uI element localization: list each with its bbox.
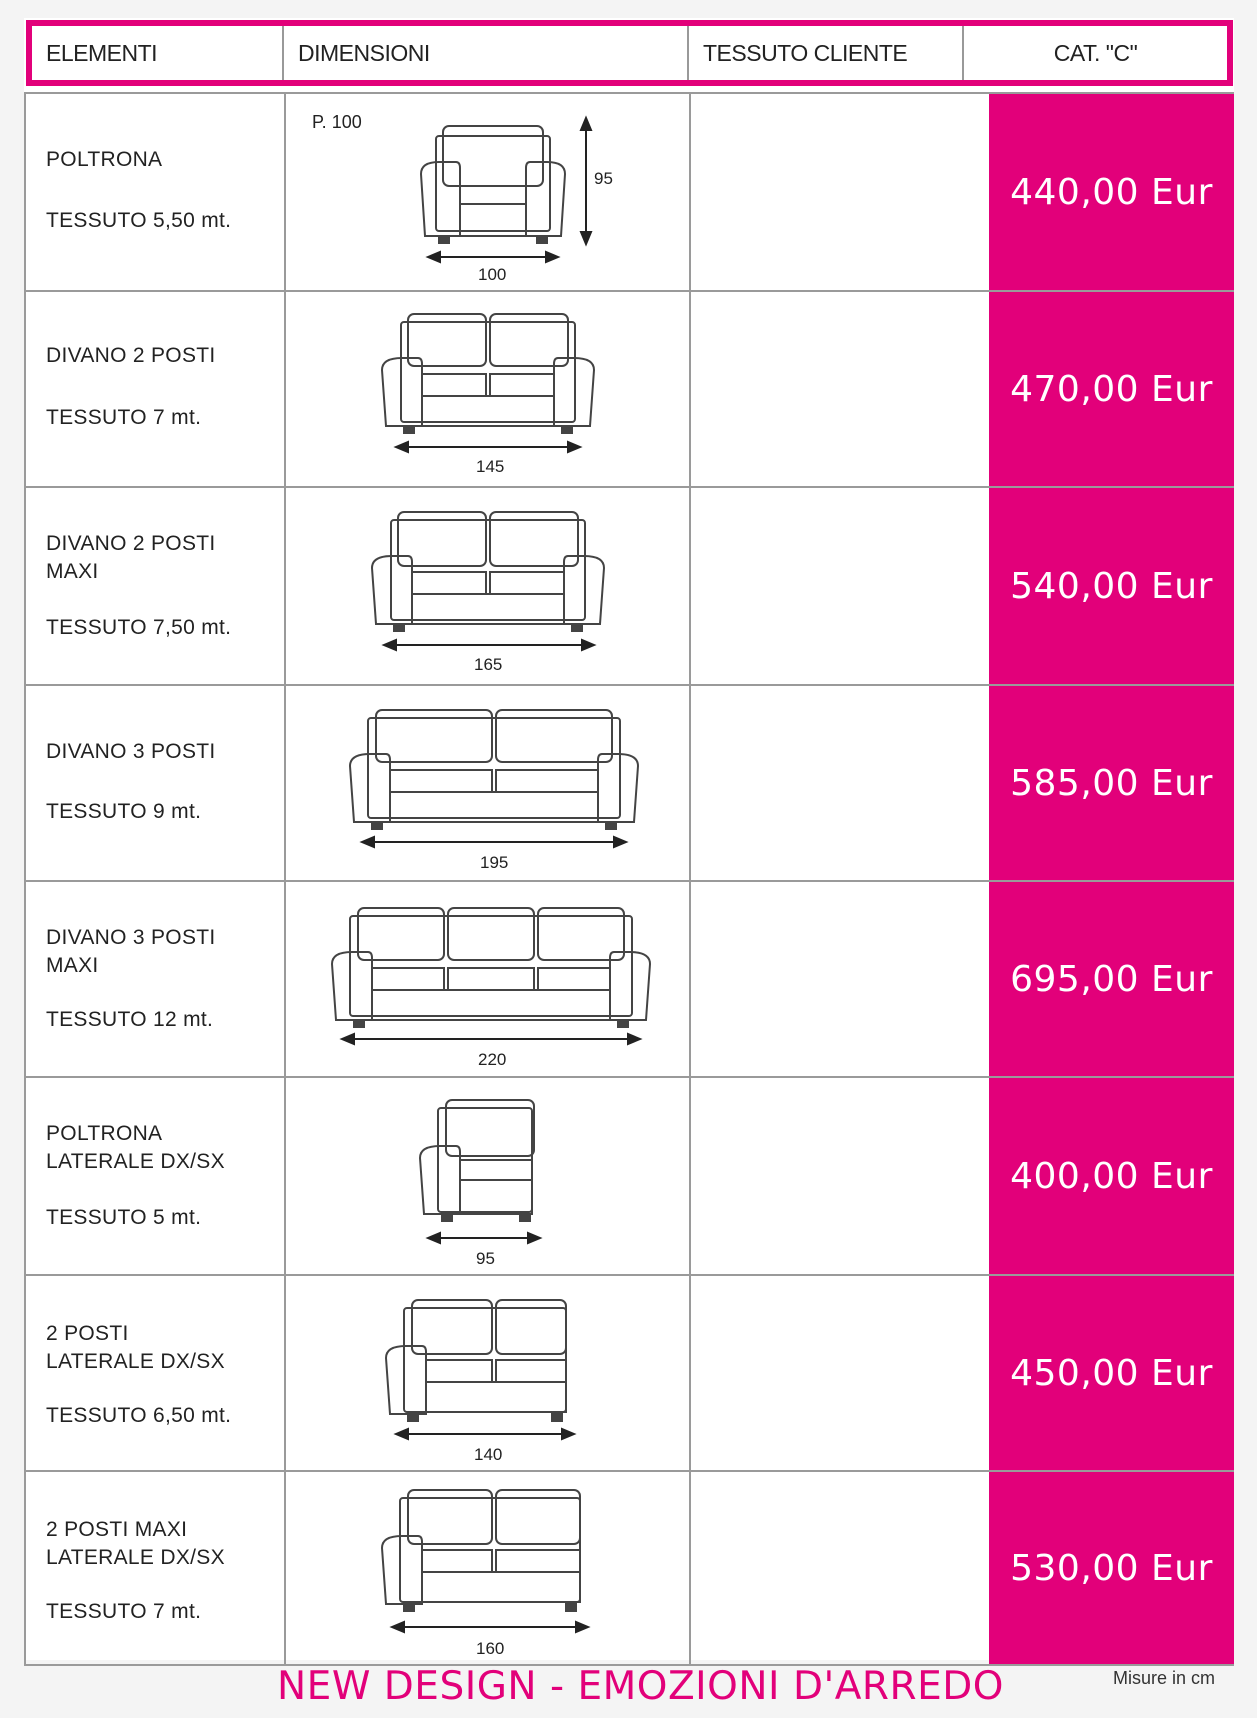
customer-fabric-cell	[689, 1078, 989, 1274]
dimension-cell	[284, 292, 689, 486]
customer-fabric-cell	[689, 882, 989, 1076]
element-name	[46, 1320, 225, 1376]
element-cell	[24, 686, 284, 880]
armchair-drawing	[286, 94, 689, 290]
element-name-line-2: LATERALE DX/SX	[46, 1150, 225, 1173]
side-sofa-drawing	[286, 1276, 689, 1470]
header-tessuto-cliente: TESSUTO CLIENTE	[689, 26, 964, 80]
dimension-cell	[284, 686, 689, 880]
customer-fabric-cell	[689, 1276, 989, 1470]
customer-fabric-cell	[689, 94, 989, 290]
fabric-amount: TESSUTO 5 mt.	[46, 1206, 202, 1229]
sofa-drawing	[286, 686, 689, 880]
element-cell	[24, 882, 284, 1076]
width-label: 95	[476, 1249, 495, 1268]
width-label: 100	[478, 265, 507, 284]
width-label: 140	[474, 1445, 503, 1464]
table-row	[24, 1470, 1234, 1666]
customer-fabric-cell	[689, 292, 989, 486]
footer-units-note: Misure in cm	[1113, 1668, 1216, 1688]
price-value: 695,00 Eur	[1010, 958, 1213, 1000]
price-value: 585,00 Eur	[1010, 762, 1213, 804]
dimension-cell	[284, 1472, 689, 1664]
width-label: 165	[474, 655, 503, 674]
price-value: 450,00 Eur	[1010, 1352, 1213, 1394]
dimension-cell	[284, 1276, 689, 1470]
price-cell	[989, 94, 1234, 290]
table-row	[24, 1076, 1234, 1274]
width-label: 145	[476, 457, 505, 476]
customer-fabric-cell	[689, 686, 989, 880]
width-label: 220	[478, 1050, 507, 1069]
element-name	[46, 1516, 225, 1572]
side-armchair-drawing	[286, 1078, 689, 1274]
table-row	[24, 684, 1234, 880]
element-name-line-1: 2 POSTI MAXI	[46, 1518, 188, 1541]
price-cell	[989, 1472, 1234, 1664]
price-cell	[989, 1276, 1234, 1470]
element-cell	[24, 488, 284, 684]
sofa-drawing	[286, 488, 689, 684]
customer-fabric-cell	[689, 488, 989, 684]
fabric-amount: TESSUTO 9 mt.	[46, 800, 202, 823]
header-dimensioni: DIMENSIONI	[284, 26, 689, 80]
price-cell	[989, 292, 1234, 486]
element-name-line-2: MAXI	[46, 954, 99, 977]
element-name: DIVANO 2 POSTI	[46, 344, 216, 367]
table-row	[24, 290, 1234, 486]
table-row	[24, 880, 1234, 1076]
dimension-cell	[284, 94, 689, 290]
element-cell	[24, 1276, 284, 1470]
width-label: 195	[480, 853, 509, 872]
element-cell	[24, 94, 284, 290]
fabric-amount: TESSUTO 6,50 mt.	[46, 1404, 232, 1427]
fabric-amount: TESSUTO 12 mt.	[46, 1008, 214, 1031]
element-name-line-1: DIVANO 3 POSTI	[46, 926, 216, 949]
element-name-line-2: LATERALE DX/SX	[46, 1350, 225, 1373]
element-name-line-1: POLTRONA	[46, 1122, 163, 1145]
element-name-line-1: DIVANO 2 POSTI	[46, 532, 216, 555]
price-value: 530,00 Eur	[1010, 1547, 1213, 1589]
dimension-cell	[284, 1078, 689, 1274]
element-name	[46, 924, 216, 980]
customer-fabric-cell	[689, 1472, 989, 1664]
element-name-line-2: MAXI	[46, 560, 99, 583]
price-value: 470,00 Eur	[1010, 368, 1213, 410]
price-value: 400,00 Eur	[1010, 1155, 1213, 1197]
table-row	[24, 92, 1234, 290]
fabric-amount: TESSUTO 7 mt.	[46, 1600, 202, 1623]
price-cell	[989, 488, 1234, 684]
table-row	[24, 1274, 1234, 1470]
element-name	[46, 530, 216, 586]
height-label: 95	[594, 169, 613, 188]
element-cell	[24, 292, 284, 486]
depth-label: P. 100	[312, 112, 362, 132]
price-cell	[989, 686, 1234, 880]
table-header	[26, 20, 1233, 86]
sofa-drawing	[286, 292, 689, 486]
table-row	[24, 486, 1234, 684]
price-value: 440,00 Eur	[1010, 171, 1213, 213]
element-name: POLTRONA	[46, 148, 163, 171]
width-label: 160	[476, 1639, 505, 1658]
element-name	[46, 1120, 225, 1176]
element-name-line-2: LATERALE DX/SX	[46, 1546, 225, 1569]
fabric-amount: TESSUTO 5,50 mt.	[46, 209, 232, 232]
price-value: 540,00 Eur	[1010, 565, 1213, 607]
fabric-amount: TESSUTO 7,50 mt.	[46, 616, 232, 639]
fabric-amount: TESSUTO 7 mt.	[46, 406, 202, 429]
sofa-drawing	[286, 882, 689, 1076]
price-cell	[989, 1078, 1234, 1274]
dimension-cell	[284, 488, 689, 684]
element-cell	[24, 1472, 284, 1664]
header-elementi: ELEMENTI	[32, 26, 284, 80]
price-cell	[989, 882, 1234, 1076]
element-name-line-1: 2 POSTI	[46, 1322, 129, 1345]
element-name: DIVANO 3 POSTI	[46, 740, 216, 763]
dimension-cell	[284, 882, 689, 1076]
side-sofa-drawing	[286, 1472, 689, 1666]
header-categoria: CAT. "C"	[1053, 39, 1138, 66]
footer-brand-title: NEW DESIGN - EMOZIONI D'ARREDO	[277, 1664, 1004, 1709]
element-cell	[24, 1078, 284, 1274]
